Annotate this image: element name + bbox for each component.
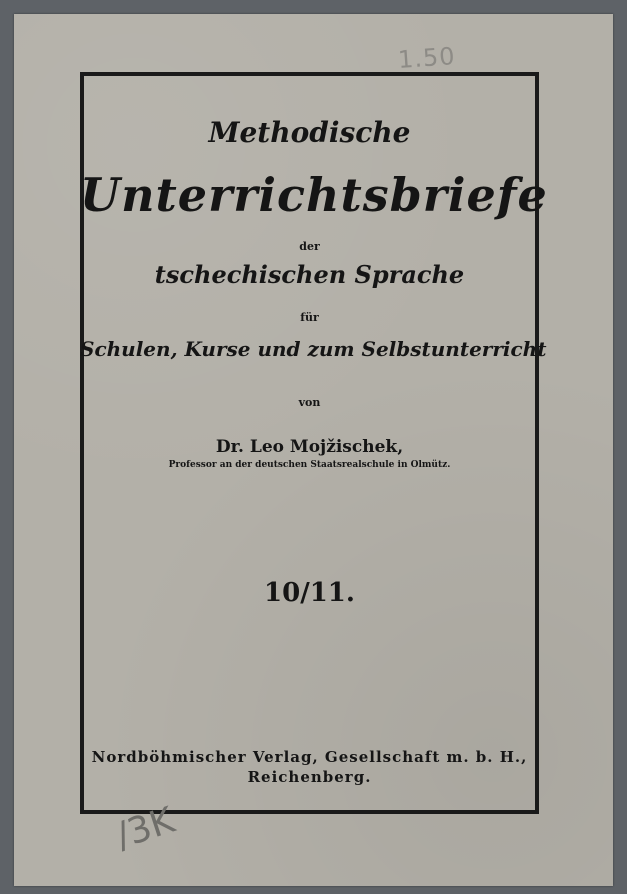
- author-affiliation: Professor an der deutschen Staatsrealschule in Olmütz.: [168, 460, 451, 470]
- pencil-price-note: 1.50: [397, 42, 457, 74]
- publisher-city: Reichenberg.: [247, 768, 372, 786]
- subtitle-language: tschechischen Sprache: [154, 260, 465, 289]
- connector-von: von: [298, 396, 321, 409]
- connector-fuer: für: [300, 311, 319, 324]
- title-line-2: Unterrichtsbriefe: [80, 168, 548, 222]
- publisher-name: Nordböhmischer Verlag, Gesellschaft m. b. H.,: [91, 748, 528, 766]
- issue-number: 10/11.: [264, 578, 355, 608]
- author-name: Dr. Leo Mojžischek,: [215, 437, 404, 457]
- connector-der: der: [299, 240, 320, 253]
- title-line-1: Methodische: [208, 116, 411, 149]
- pencil-shelf-mark: /3K: [111, 799, 180, 858]
- subtitle-audience: Schulen, Kurse und zum Selbstunterricht: [80, 337, 547, 361]
